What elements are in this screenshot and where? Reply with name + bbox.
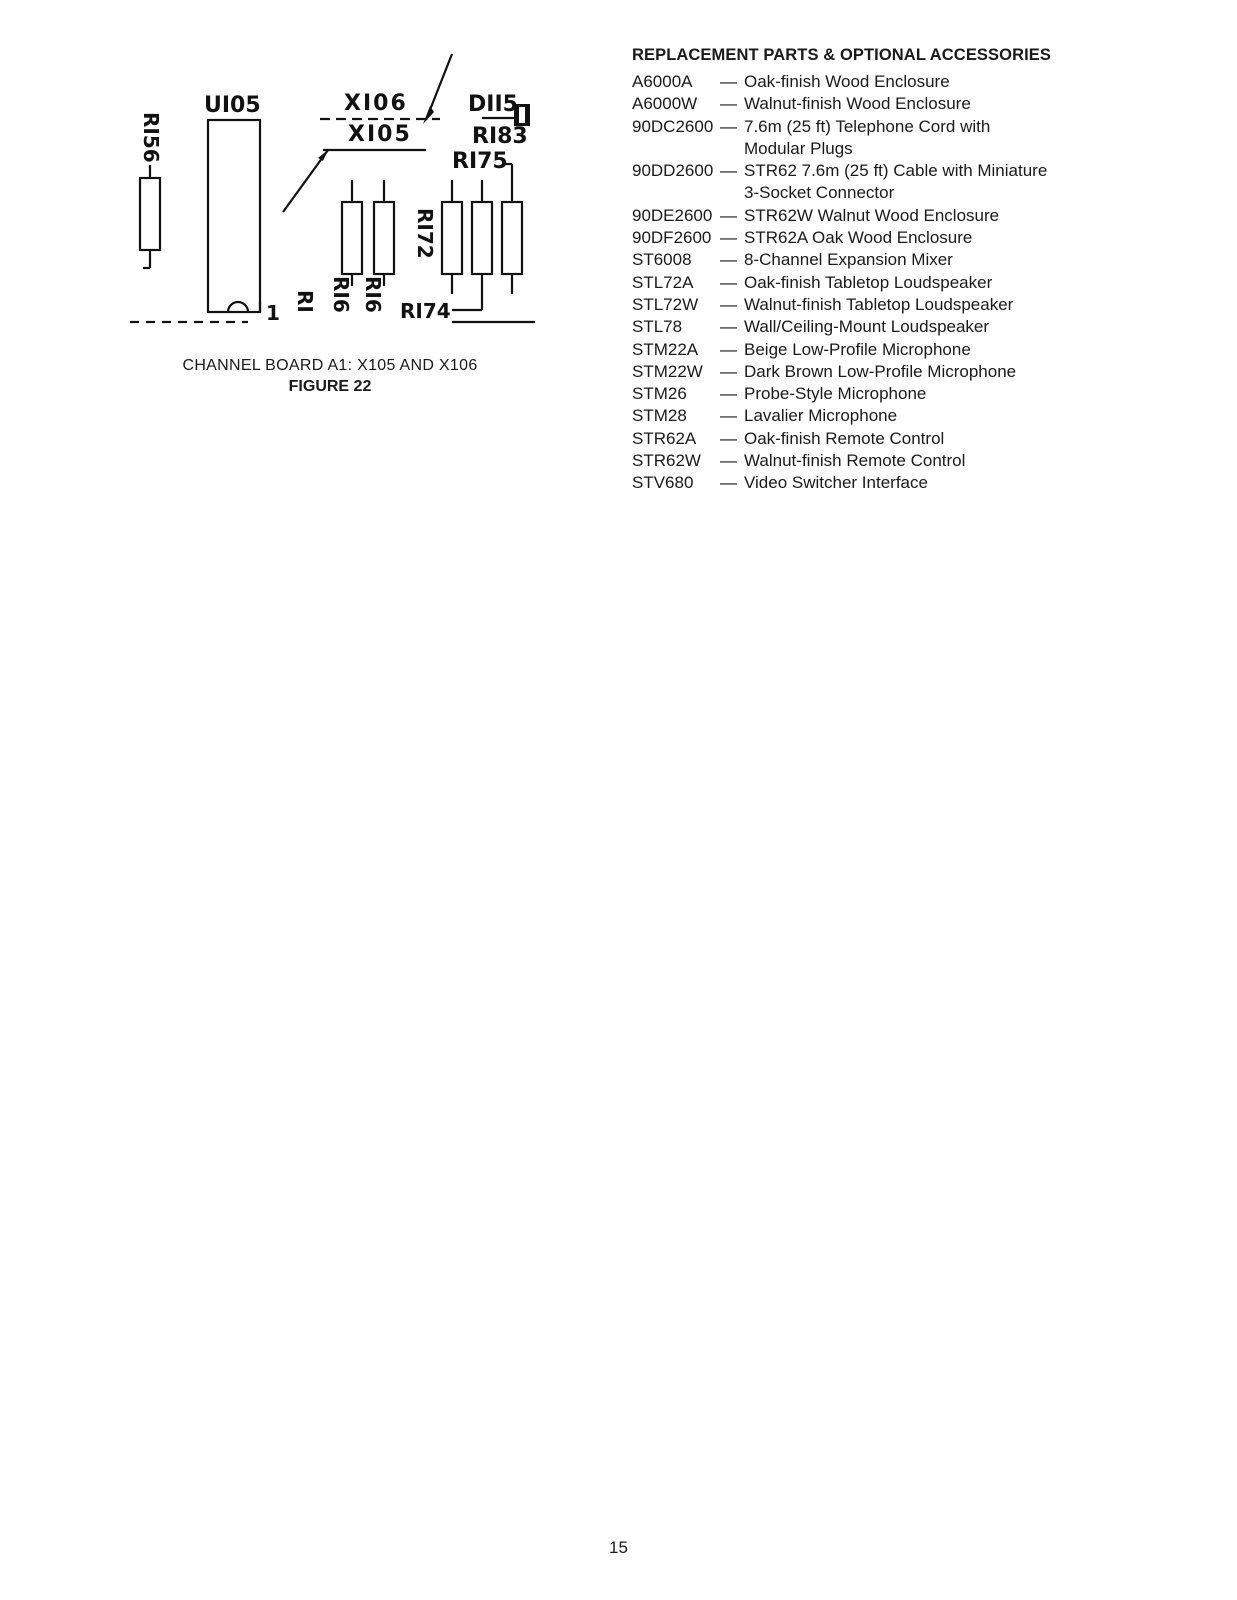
page-number: 15: [609, 1538, 628, 1557]
part-description: [744, 294, 1192, 316]
part-row: [632, 316, 1192, 338]
part-dash: —: [720, 361, 737, 381]
part-description-line: Video Switcher Interface: [744, 473, 928, 493]
part-dash: —: [720, 94, 737, 114]
part-description: [744, 249, 1192, 271]
part-row: [632, 227, 1192, 249]
part-description: [744, 71, 1192, 93]
part-code: STR62A: [632, 428, 697, 448]
part-dash: —: [720, 473, 737, 493]
part-row: [632, 472, 1192, 494]
part-description: [744, 405, 1192, 427]
figure-caption: [110, 357, 550, 396]
part-row: [632, 249, 1192, 271]
part-row: [632, 405, 1192, 427]
part-dash: —: [720, 406, 737, 426]
part-code: A6000A: [632, 72, 693, 91]
part-description-line: Walnut-finish Remote Control: [744, 451, 966, 471]
part-description: [744, 227, 1192, 249]
part-code: STV680: [632, 473, 694, 493]
part-description-line: 8-Channel Expansion Mixer: [744, 250, 953, 270]
part-description-line: STR62W Walnut Wood Enclosure: [744, 205, 1000, 225]
part-description-continuation: 3-Socket Connector: [744, 183, 895, 203]
part-dash: —: [720, 250, 737, 270]
part-description: [744, 116, 1192, 161]
part-description: [744, 361, 1192, 383]
part-dash: —: [720, 161, 737, 181]
part-code: A6000W: [632, 94, 698, 114]
r1-label: RI: [293, 290, 317, 313]
part-row: [632, 339, 1192, 361]
caption-title: CHANNEL BOARD A1: X105 AND X106: [182, 357, 478, 374]
part-description-line: Beige Low-Profile Microphone: [744, 339, 971, 359]
part-code: STM22W: [632, 361, 703, 381]
part-dash: —: [720, 317, 737, 337]
channel-board-figure: [130, 40, 570, 340]
part-dash: —: [720, 294, 737, 314]
part-description-line: 7.6m (25 ft) Telephone Cord with: [744, 116, 991, 136]
part-dash: —: [720, 384, 737, 404]
part-dash: —: [720, 228, 737, 248]
part-description: [744, 272, 1192, 294]
part-code: STL72A: [632, 272, 694, 292]
part-code: ST6008: [632, 250, 692, 270]
u105-label: UI05: [204, 93, 261, 118]
part-description-line: STR62 7.6m (25 ft) Cable with Miniature: [744, 161, 1048, 181]
part-row: [632, 116, 1192, 161]
part-row: [632, 294, 1192, 316]
x105-label: XI05: [348, 122, 412, 147]
part-description-line: Oak-finish Wood Enclosure: [744, 72, 950, 91]
channel-board-diagram: [130, 40, 570, 340]
part-description: [744, 316, 1192, 338]
r183-label: RI83: [472, 124, 528, 149]
part-description-line: Lavalier Microphone: [744, 406, 898, 426]
part-description: [744, 472, 1192, 494]
part-description-line: Walnut-finish Tabletop Loudspeaker: [744, 294, 1014, 314]
part-description: [744, 93, 1192, 115]
part-code: 90DF2600: [632, 228, 712, 248]
part-dash: —: [720, 451, 737, 471]
part-code: STL78: [632, 317, 683, 337]
part-description: [744, 339, 1192, 361]
part-dash: —: [720, 428, 737, 448]
part-dash: —: [720, 339, 737, 359]
r172-label: RI72: [413, 208, 437, 259]
part-row: [632, 361, 1192, 383]
parts-heading: REPLACEMENT PARTS & OPTIONAL ACCESSORIES: [632, 46, 1051, 64]
part-description: [744, 160, 1192, 205]
part-row: [632, 383, 1192, 405]
part-dash: —: [720, 205, 737, 225]
part-description-line: Wall/Ceiling-Mount Loudspeaker: [744, 317, 990, 337]
parts-list: [632, 46, 1192, 495]
r175-label: RI75: [452, 149, 508, 174]
d115-label: DII5: [468, 92, 518, 117]
part-code: STM28: [632, 406, 687, 426]
part-code: STL72W: [632, 294, 699, 314]
x106-label: XI06: [344, 91, 408, 116]
part-code: 90DD2600: [632, 161, 714, 181]
r16-label-a: RI6: [329, 276, 353, 313]
r16-label-b: RI6: [361, 276, 385, 313]
part-row: [632, 93, 1192, 115]
part-code: 90DE2600: [632, 205, 713, 225]
part-description: [744, 383, 1192, 405]
part-code: 90DC2600: [632, 116, 714, 136]
part-row: [632, 272, 1192, 294]
part-dash: —: [720, 272, 737, 292]
part-description-line: Walnut-finish Wood Enclosure: [744, 94, 971, 114]
part-description-line: Oak-finish Tabletop Loudspeaker: [744, 272, 993, 292]
part-dash: —: [720, 116, 737, 136]
part-row: [632, 450, 1192, 472]
part-row: [632, 428, 1192, 450]
part-code: STM26: [632, 384, 687, 404]
part-description-line: Oak-finish Remote Control: [744, 428, 945, 448]
part-description: [744, 205, 1192, 227]
parts-rows: [632, 71, 1192, 495]
part-row: [632, 160, 1192, 205]
part-description-continuation: Modular Plugs: [744, 138, 853, 158]
part-description-line: Dark Brown Low-Profile Microphone: [744, 361, 1017, 381]
caption-figure-number: FIGURE 22: [288, 378, 372, 395]
part-code: STM22A: [632, 339, 699, 359]
r156-label: RI56: [139, 112, 163, 163]
part-description: [744, 428, 1192, 450]
part-code: STR62W: [632, 451, 701, 471]
pin1-label: 1: [266, 301, 280, 325]
part-description-line: STR62A Oak Wood Enclosure: [744, 228, 973, 248]
part-description-line: Probe-Style Microphone: [744, 384, 927, 404]
part-description: [744, 450, 1192, 472]
part-row: [632, 205, 1192, 227]
r174-label: RI74: [400, 299, 451, 323]
part-row: [632, 71, 1192, 93]
part-dash: —: [720, 72, 737, 91]
